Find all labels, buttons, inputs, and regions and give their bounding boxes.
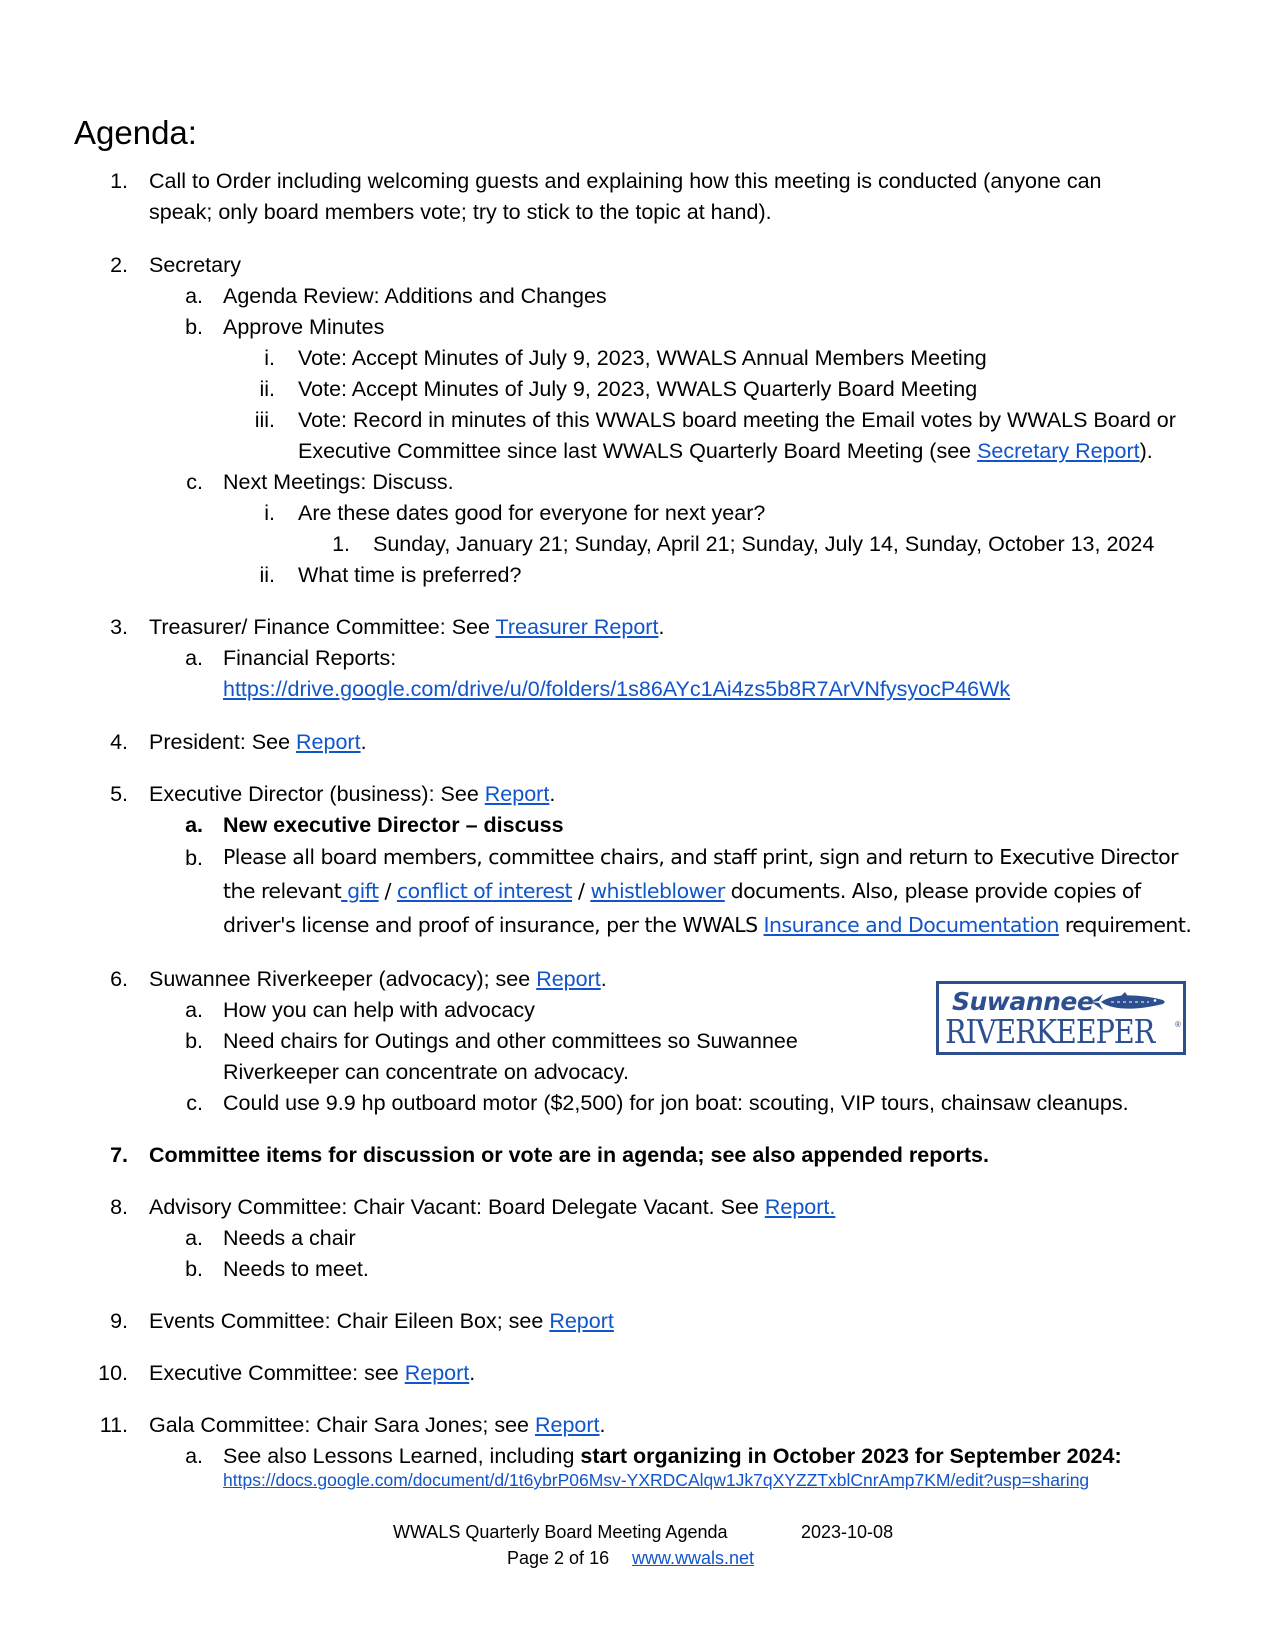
item-6-number: 6. bbox=[110, 967, 128, 991]
item-11a-number: a. bbox=[185, 1444, 203, 1468]
item-2b-number: b. bbox=[185, 315, 203, 339]
item-2b-text: Approve Minutes bbox=[223, 315, 385, 339]
item-2a-text: Agenda Review: Additions and Changes bbox=[223, 284, 607, 308]
item-8a-text: Needs a chair bbox=[223, 1226, 356, 1250]
item-4-number: 4. bbox=[110, 730, 128, 754]
item-2b-iii-number: iii. bbox=[254, 408, 275, 432]
item-8a-number: a. bbox=[185, 1226, 203, 1250]
item-2c-i-1-number: 1. bbox=[332, 532, 350, 556]
item-6b-line1: Need chairs for Outings and other committees so Suwannee bbox=[223, 1029, 798, 1053]
item-6c-number: c. bbox=[186, 1091, 203, 1115]
item-1-number: 1. bbox=[110, 169, 128, 193]
riverkeeper-report-link[interactable]: Report bbox=[536, 967, 601, 991]
logo-registered-mark: ® bbox=[1175, 1020, 1181, 1029]
suwannee-riverkeeper-logo bbox=[936, 981, 1186, 1055]
item-10-number: 10. bbox=[98, 1361, 128, 1385]
item-10-text: Executive Committee: see Report. bbox=[149, 1361, 476, 1385]
item-2b-iii-line1: Vote: Record in minutes of this WWALS board meeting the Email votes by WWALS Board or bbox=[298, 408, 1176, 432]
treasurer-report-link[interactable]: Treasurer Report bbox=[495, 615, 659, 639]
item-2c-ii-text: What time is preferred? bbox=[298, 563, 522, 587]
item-11-text: Gala Committee: Chair Sara Jones; see Report. bbox=[149, 1413, 606, 1437]
item-1-line1: Call to Order including welcoming guests and explaining how this meeting is conducted (anyone can bbox=[149, 169, 1102, 193]
item-2c-number: c. bbox=[186, 470, 203, 494]
item-3-text: Treasurer/ Finance Committee: See Treasurer Report. bbox=[149, 615, 665, 639]
item-6-text: Suwannee Riverkeeper (advocacy); see Report. bbox=[149, 967, 607, 991]
gift-link[interactable]: gift bbox=[341, 879, 379, 903]
events-report-link[interactable]: Report bbox=[549, 1309, 614, 1333]
item-5-number: 5. bbox=[110, 782, 128, 806]
item-3a-number: a. bbox=[185, 646, 203, 670]
item-5a-number: a. bbox=[185, 813, 203, 837]
item-2-label: Secretary bbox=[149, 253, 242, 277]
item-2b-i-number: i. bbox=[264, 346, 275, 370]
item-2b-i-text: Vote: Accept Minutes of July 9, 2023, WWALS Annual Members Meeting bbox=[298, 346, 987, 370]
executive-director-report-link[interactable]: Report bbox=[484, 782, 550, 806]
item-6b-number: b. bbox=[185, 1029, 203, 1053]
item-2b-ii-number: ii. bbox=[259, 377, 275, 401]
item-6a-number: a. bbox=[185, 998, 203, 1022]
logo-riverkeeper-text: RIVERKEEPER bbox=[945, 1012, 1155, 1051]
item-7-text: Committee items for discussion or vote are in agenda; see also appended reports. bbox=[149, 1143, 989, 1167]
item-8b-number: b. bbox=[185, 1257, 203, 1281]
footer-title: WWALS Quarterly Board Meeting Agenda bbox=[393, 1522, 728, 1542]
footer-date: 2023-10-08 bbox=[801, 1522, 894, 1542]
item-5b-line3: driver's license and proof of insurance, per the WWALS Insurance and Documentation requirement. bbox=[223, 913, 1192, 937]
item-2c-ii-number: ii. bbox=[259, 563, 275, 587]
item-6c-text: Could use 9.9 hp outboard motor ($2,500) for jon boat: scouting, VIP tours, chainsaw cleanups. bbox=[223, 1091, 1129, 1115]
footer-website-link[interactable]: www.wwals.net bbox=[632, 1548, 755, 1568]
page-heading: Agenda: bbox=[74, 114, 197, 151]
insurance-documentation-link[interactable]: Insurance and Documentation bbox=[763, 913, 1059, 937]
gala-report-link[interactable]: Report bbox=[534, 1413, 600, 1437]
item-2c-i-text: Are these dates good for everyone for next year? bbox=[298, 501, 766, 525]
item-2-number: 2. bbox=[110, 253, 128, 277]
secretary-report-link[interactable]: Secretary Report bbox=[977, 439, 1140, 463]
conflict-of-interest-link[interactable]: conflict of interest bbox=[396, 879, 573, 903]
item-9-text: Events Committee: Chair Eileen Box; see Report bbox=[149, 1309, 614, 1333]
item-2a-number: a. bbox=[185, 284, 203, 308]
lessons-learned-link[interactable]: https://docs.google.com/document/d/1t6ybrP06Msv-YXRDCAlqw1Jk7qXYZZTxblCnrAmp7KM/edit?usp=sharing bbox=[223, 1470, 1090, 1490]
financial-reports-link[interactable]: https://drive.google.com/drive/u/0/folders/1s86AYc1Ai4zs5b8R7ArVNfysyocP46Wk bbox=[223, 677, 1011, 701]
item-4-text: President: See Report. bbox=[149, 730, 367, 754]
item-1-line2: speak; only board members vote; try to stick to the topic at hand). bbox=[149, 200, 772, 224]
item-5b-number: b. bbox=[185, 846, 203, 870]
item-2c-i-1-text: Sunday, January 21; Sunday, April 21; Sunday, July 14, Sunday, October 13, 2024 bbox=[373, 532, 1155, 556]
item-8-number: 8. bbox=[110, 1195, 128, 1219]
item-5b-line1: Please all board members, committee chairs, and staff print, sign and return to Executive Director bbox=[223, 845, 1179, 869]
item-3-number: 3. bbox=[110, 615, 128, 639]
item-6a-text: How you can help with advocacy bbox=[223, 998, 535, 1022]
item-2c-i-number: i. bbox=[264, 501, 275, 525]
executive-committee-report-link[interactable]: Report bbox=[404, 1361, 470, 1385]
president-report-link[interactable]: Report bbox=[296, 730, 361, 754]
footer-page-number: Page 2 of 16 bbox=[507, 1548, 610, 1568]
item-5b-line2: the relevant gift / conflict of interest / whistleblower documents. Also, please provide copies of bbox=[223, 879, 1141, 903]
item-7-number: 7. bbox=[110, 1143, 128, 1167]
item-3a-text: Financial Reports: bbox=[223, 646, 397, 670]
logo-suwannee-text: Suwannee bbox=[952, 987, 1094, 1016]
item-11-number: 11. bbox=[99, 1413, 128, 1437]
whistleblower-link[interactable]: whistleblower bbox=[590, 879, 725, 903]
item-6b-line2: Riverkeeper can concentrate on advocacy. bbox=[223, 1060, 629, 1084]
item-11a-text: See also Lessons Learned, including start organizing in October 2023 for September 2024: bbox=[223, 1444, 1122, 1468]
item-9-number: 9. bbox=[110, 1309, 128, 1333]
item-8-text: Advisory Committee: Chair Vacant: Board Delegate Vacant. See Report. bbox=[149, 1195, 836, 1219]
item-2c-text: Next Meetings: Discuss. bbox=[223, 470, 454, 494]
sturgeon-icon bbox=[1089, 990, 1167, 1014]
item-8b-text: Needs to meet. bbox=[223, 1257, 369, 1281]
advisory-report-link[interactable]: Report. bbox=[764, 1195, 836, 1219]
item-2b-ii-text: Vote: Accept Minutes of July 9, 2023, WWALS Quarterly Board Meeting bbox=[298, 377, 978, 401]
item-5-text: Executive Director (business): See Report. bbox=[149, 782, 556, 806]
item-5a-text: New executive Director – discuss bbox=[223, 813, 564, 837]
item-2b-iii-line2: Executive Committee since last WWALS Quarterly Board Meeting (see Secretary Report). bbox=[298, 439, 1153, 463]
